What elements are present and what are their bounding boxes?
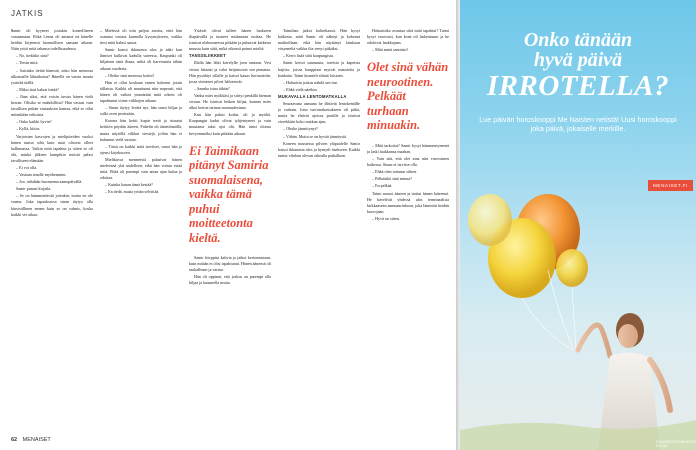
paragraph: – Sinun täytyy levätä nyt, hän sanoi hiljaa ja sulki oven perässään.: [100, 105, 182, 117]
balloon-pale-yellow: [468, 194, 512, 246]
paragraph: – Mitä tarkoitat? Samir kysyi hämmentyneenä ja laski laukkunsa maahan.: [367, 142, 449, 154]
paragraph: Koneen noustessa pilvien yläpuolelle Samir katsoi ikkunasta ulos ja hymyili itsekseen. Kaikki tuntui vihdoin olevan oikealla paikallaan.: [278, 140, 360, 158]
paragraph: – En pelkää.: [372, 183, 393, 189]
section-label: JATKIS: [11, 9, 44, 18]
paragraph: – Joo, nähdään huomenna aamupäivällä.: [16, 179, 83, 185]
paragraph: Kotona hän keitti kupin teetä ja istuutui keittiön pöydän ääreen. Puhelin oli äänettömällä, mutta näytöllä vilkkui viestejä, joihin hän ei halunnut vielä vastata.: [100, 118, 182, 142]
column-3: [189, 28, 271, 433]
paragraph: Illalla hän lähti kävelylle joen rantaan. Vesi virtasi hitaasti ja valot heijastuivat sen pinnasta. Hän pysähtyi sillalle ja katsoi kauas horisonttiin, jossa viimeiset pilvet hälvenivät.: [189, 60, 271, 84]
paragraph: Kun hän palasi kotiin, oli jo myöhä. Kaupungin kadut olivat tyhjentyneet ja vain muutama taksi ajoi ohi. Hän tunsi olonsa kevyemmäksi kuin pitkään aikaan.: [189, 112, 271, 136]
paragraph: – Se on hämmentävää jotenkin, mutta en ole varma. Joka tapauksessa sinun täytyy olla kärsivällinen ennen kuin se on valmis, koska kaikki vie aikaa.: [11, 193, 93, 217]
article-columns: [11, 28, 449, 433]
column-1: [11, 28, 93, 433]
paragraph: – Vastaan sinulle myöhemmin.: [16, 172, 67, 178]
column-2: [100, 28, 182, 433]
paragraph: – Kuinka kauan tämä kestää?: [105, 182, 153, 188]
paragraph: – No, tiedätkö sinä?: [16, 53, 49, 59]
subheading: MUKAVALLA LENTOMATKALLA: [278, 93, 347, 99]
headline-big: IRROTELLA?: [486, 70, 670, 102]
paragraph: Vanha mies nyökkäsi ja siirtyi penkillä hieman sivuun. He istuivat hetken hiljaa, kunnes mies alkoi kertoa tarinaa nuoruudestaan.: [189, 92, 271, 111]
subheading: TANSSILIIKKEET: [189, 53, 226, 59]
paragraph: Hän ei ollut koskaan ennen kokenut jotain tällaista. Kaikki oli muuttunut niin nopeasti, että hänen oli vaikea ymmärtää mitä oikein oli tapahtunut viime viikkojen aikana.: [100, 79, 182, 104]
paragraph: – Saanko istua tähän?: [194, 85, 230, 91]
ad-headline: [460, 30, 696, 102]
paragraph: – Hyvä on sitten.: [372, 215, 400, 221]
paragraph: – Onko kaikki hyvin?: [16, 119, 52, 125]
paragraph: – Vain sitä, että olet aina niin varovainen kaikessa. Sinun ei tarvitse olla.: [367, 156, 449, 168]
paragraph: Samir hörppäsi kahvia ja jatkoi kertomustaan, kuin mitään ei olisi tapahtunut. Hänen äänensä oli rauhallinen ja varma.: [189, 255, 271, 273]
paragraph: – Miksi sinä haluat tietää?: [16, 86, 59, 92]
paragraph: – Oletko sinä menossa kotiin?: [105, 72, 155, 78]
paragraph: Mielikuvat menneestä palasivat hänen mieleensä yhä uudelleen, eikä hän voinut estää niitä. Ehkä oli parempi vain antaa ajan kulua ja odottaa.: [100, 156, 182, 181]
paragraph: Hän oli oppinut, että joskus on parempi olla hiljaa ja kuunnella muita.: [189, 274, 271, 286]
paragraph: Taimi nauroi ääneen ja tarttui hänen käteensä. He kävelivät yhdessä ulos terminaalista kirkkaaseen aamuaurinkoon, joka lämmitti heidän kasvojaan.: [367, 190, 449, 214]
paragraph: Taimihan jatkoi kohteliaasti. Hän kysyi kaikesta, mitä Samir oli nähnyt ja kokenut matkoillaan, eikä hän näyttänyt lainkaan väsyneeltä vaikka ilta venyi pitkäksi.: [278, 28, 360, 52]
paragraph: – Mielessä oli niin paljon asioita, ettei hän osannut vastata kunnolla kysymykseen, vaikka tiesi mitä halusi sanoa.: [100, 28, 182, 46]
paragraph: – Mitä minä sanoisin?: [372, 47, 409, 53]
paragraph: – En tiedä, mutta yritän selvittää.: [105, 189, 160, 195]
balloon-small-yellow: [556, 249, 588, 287]
paragraph: Samir katsoi ikkunasta ulos ja näki kun ihmiset kulkivat kadulla sateessa. Kaupunki oli hiljainen tänä iltana, mikä oli harvinaista tähän aikaan vuodesta.: [100, 47, 182, 71]
headline-line-2: hyvä päivä: [533, 49, 623, 71]
balloon-photo: [460, 180, 696, 450]
page-footer: [11, 437, 51, 443]
pull-quote: Olet sinä vähän neurootinen. Pelkäät turhaan minuakin.: [367, 60, 449, 133]
column-4: [278, 28, 360, 433]
paragraph: Ystävät olivat tulleet hänen luokseen iltapäivällä ja tuoneet mukanaan ruokaa. He istuivat olohuoneessa pitkään ja puhuivat kaikesta muusta kuin siitä, mikä oikeasti painoi mieltä.: [189, 28, 271, 52]
paragraph: – Saisinko tietää hänestä, onko hän menossa ulkomaille lähiaikoina? Hänellä on varsin monta ystävää täällä.: [11, 67, 93, 85]
paragraph: – Tiesin mitä: [16, 60, 38, 66]
paragraph: – Ehkä vielä näetkin.: [283, 86, 318, 92]
paragraph: – Haluaisin joskus nähdä sen itse.: [283, 79, 339, 85]
paragraph: – Vähän. Mutta se on hyvää jännitystä.: [283, 133, 347, 139]
paragraph: Samir kertoi satamasta, toreista ja kapeista kujista, joissa kauppiaat myivät mausteita ja kankaita. Taimi kuunteli silmät loistaen.: [278, 60, 360, 78]
paragraph: – Pelkäätkö sinä minua?: [372, 176, 412, 182]
paragraph: Varjoisten kasvojen ja mielipiteiden vuoksi hänen tuntui siltä kuin asiat olisivat olleet hallinnassa. Tutkin mitä tapahtui ja sitten se oli ohi, minkä jälkeen kumpikin meistä palasi tavalliseen elämään.: [11, 133, 93, 163]
page-number: 62: [11, 437, 18, 443]
paragraph: – Tässä on kaikki mitä tarvitset, sanoi hän ja ojensi kirjekuoren.: [100, 143, 182, 155]
column-5: [367, 28, 449, 433]
balloons: [468, 194, 588, 350]
paragraph: – Kyllä, kiitos.: [16, 126, 41, 132]
paragraph: Samir oli kyyneet jostakin koneelliseen vastaamaan. Ehkä Leena oli antanut nä hänelle heidän kirjeensä luonnollisen samaan aikaan. Näin yritti mitä tahansa todellisuudessa.: [11, 28, 93, 52]
right-page-ad: [460, 0, 696, 450]
paragraph: Samir punasi kirjaila.: [16, 186, 52, 192]
ad-deck: Lue päivän horoskooppi Me Naisten netistä! Uusi horoskooppi joka päivä, jokaiselle merkille.: [479, 115, 677, 133]
paragraph: – Ei voi olla.: [16, 164, 38, 170]
paragraph: – Ihan siksi, että voisin tavata hänen vielä kerran. Olisiko se mahdollista? Hän vastasi vain tavallisen pitkän vastauksen kanssa, eikä se ollut mitenkään erikoista.: [11, 93, 93, 118]
paragraph: – Oletko jännittynyt?: [283, 126, 318, 132]
website-tag[interactable]: MENAISET.FI: [648, 180, 693, 191]
pull-quote: Ei Taimikaan pitänyt Samiria suomalaisena, vaikka tämä puhui moitteetonta kieltä.: [189, 143, 269, 245]
magazine-name: MENAISET: [22, 437, 51, 443]
headline-line-1: Onko tänään: [523, 29, 633, 51]
paragraph: – Kerro lisää siitä kaupungista.: [283, 53, 334, 59]
paragraph: Haluaisitko avautua siitä mitä tapahtui? Taimi kysyi varovasti, kun kone oli laskeutunut ja he odottivat laukkujaan.: [367, 28, 449, 46]
paragraph: Seuraavana aamuna he lähtivät lentokentälle jo varhain. Jono turvatarkastukseen oli pitkä, mutta he ehtivät ajoissa portille ja istuivat vierekkäin koko matkan ajan.: [278, 101, 360, 125]
paragraph: – Ehkä olen tottunut siihen.: [372, 169, 418, 175]
photo-credit: SUOMEN KUVALEHTI KUVAT: [656, 440, 696, 448]
